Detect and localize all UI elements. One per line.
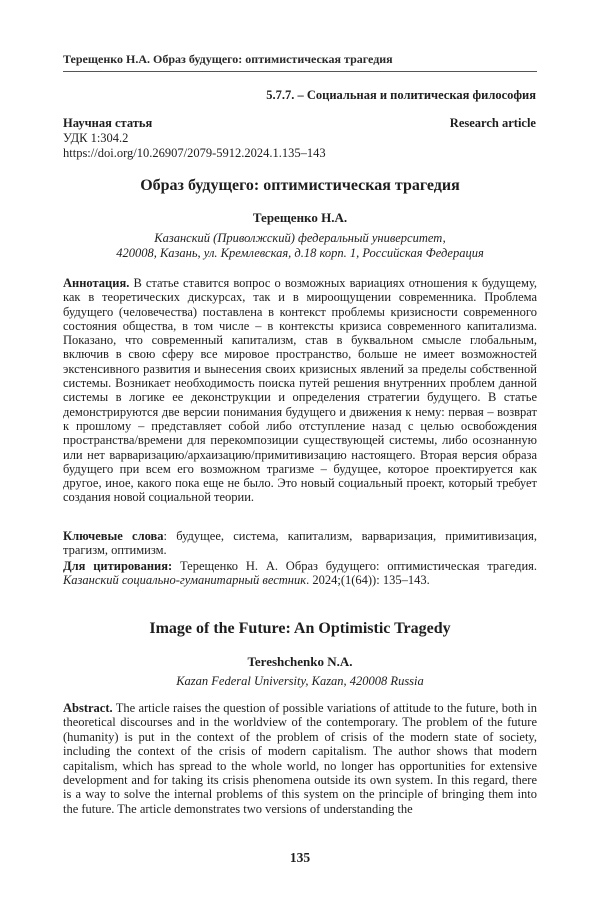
- citation-ru-journal: Казанский социально-гуманитарный вестник: [63, 573, 307, 588]
- header-rule: [63, 71, 537, 72]
- citation-ru: [63, 559, 537, 588]
- citation-ru-text: Терещенко Н. А. Образ будущего: оптимистическая трагедия.: [172, 559, 538, 573]
- article-title-ru: Образ будущего: оптимистическая трагедия: [140, 177, 460, 194]
- affiliation-en: Kazan Federal University, Kazan, 420008 Russia: [176, 674, 424, 688]
- author-en: Tereshchenko N.A.: [247, 654, 353, 669]
- affiliation-ru-line1: Казанский (Приволжский) федеральный университет,: [154, 231, 446, 245]
- abstract-ru: [63, 276, 537, 505]
- keywords-ru: [63, 529, 537, 558]
- keywords-ru-label: Ключевые слова: [63, 529, 164, 543]
- running-head: Терещенко Н.А. Образ будущего: оптимистическая трагедия: [63, 52, 393, 66]
- abstract-ru-label: Аннотация.: [63, 276, 130, 290]
- udk-code: УДК 1:304.2: [63, 131, 129, 145]
- affiliation-ru: [63, 231, 537, 261]
- abstract-en-label: Abstract.: [63, 701, 113, 715]
- citation-ru-tail: . 2024;(1(64)): 135–143.: [306, 573, 430, 588]
- affiliation-ru-line2: 420008, Казань, ул. Кремлевская, д.18 корп. 1, Российская Федерация: [116, 246, 484, 260]
- keywords-ru-text: : будущее, система, капитализм, варваризация, примитивизация, трагизм, оптимизм.: [63, 529, 537, 558]
- page-number: 135: [289, 850, 311, 865]
- article-meta: [63, 116, 326, 161]
- specialty-code: 5.7.7. – Социальная и политическая философия: [266, 88, 536, 102]
- abstract-en: [63, 701, 537, 816]
- article-type-ru: Научная статья: [63, 116, 153, 130]
- article-type-en: Research article: [449, 116, 536, 130]
- doi-link[interactable]: https://doi.org/10.26907/2079-5912.2024.1.135–143: [63, 146, 326, 160]
- abstract-ru-text: В статье ставится вопрос о возможных вариациях отношения к будущему, как в теоретических дискурсах, так и в мироощущении современника. Проблема будущего (человечества) поставлена в контекст проблемы кризисности современного состояния общества, в том числе – в контексты кризиса современного капитализма. Показано, что современный капитализм, став в буквальном смысле глобальным, включив в свою сферу все мировое пространство, больше не имеет возможностей экстенсивного развития и вынесения своих кризисных явлений за пределы собственной системы. Возникает необходимость поиска путей решения внутренних проблем данной системы в логике ее деконструкции и определения стратегии будущего. В статье демонстрируются две версии понимания будущего и движения к нему: первая – возврат к прошлому – представляет собой либо отступление назад с целью освобождения пространства/времени для перекомпозиции существующей системы, либо осознанную или нет варваризацию/архаизацию/примитивизацию настоящего. Вторая версия образа будущего при всем его возможном трагизме – будущее, которое проектируется как другое, иное, какого пока еще не было. Это новый социальный проект, который требует создания новой социальной теории.: [63, 276, 537, 505]
- citation-ru-label: Для цитирования:: [63, 559, 173, 573]
- author-ru: Терещенко Н.А.: [252, 210, 348, 225]
- article-title-en: Image of the Future: An Optimistic Tragedy: [149, 620, 451, 637]
- abstract-en-text: The article raises the question of possible variations of attitude to the future, both in theoretical discourses and in the worldview of the contemporary. The problem of the future (humanity) is put in the context of the problem of crisis of the modern state of society, including the context of the crisis of modern capitalism. The author shows that modern capitalism, which has spread to the whole world, no longer has opportunities for extensive development and for taking its crisis phenomena outside its own system. In this regard, there is a way to solve the internal problems of this system on the principle of bringing them into the future. The article demonstrates two versions of understanding the: [63, 701, 537, 816]
